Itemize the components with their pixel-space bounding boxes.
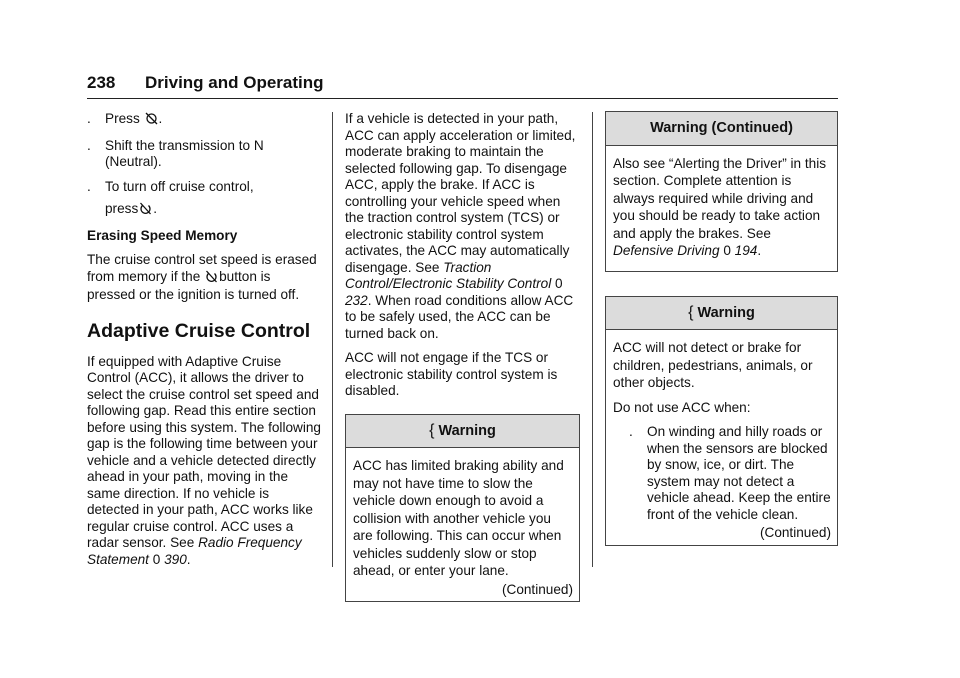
warning-header [346,415,579,449]
page-header [87,70,838,99]
list-item [87,138,322,171]
list-item [87,179,322,220]
bullet-marker: . [87,137,91,153]
paragraph-text: . When road conditions allow ACC to be safely used, the ACC can be turned back on. [345,292,574,341]
continued-label: (Continued) [501,581,573,597]
section-heading: Adaptive Cruise Control [87,319,311,342]
warning-text: ACC will not detect or brake for children, pedestrians, animals, or other objects. [613,340,813,390]
continued-label: (Continued) [759,525,831,540]
paragraph [87,354,322,569]
page-ref-arrow: 0 [723,243,731,258]
bullet-text-end: . [158,111,163,126]
warning-title: Warning [438,422,496,439]
subheading: Erasing Speed Memory [87,227,238,243]
column-divider [332,112,333,567]
paragraph-text: button is pressed or the ignition is turned off. [87,268,300,302]
warning-body [606,146,837,271]
page-ref-arrow: 0 [152,551,161,567]
cruise-power-icon [205,270,218,288]
paragraph [345,111,580,342]
warning-header: Warning (Continued) [606,112,837,146]
paragraph-text: . [186,551,191,567]
bullet-text: Shift the transmission to N (Neutral). [105,137,264,169]
list-item [87,111,322,130]
warning-text: Do not use ACC when: [613,399,751,415]
page-ref-number[interactable]: 390 [164,551,187,567]
bullet-marker: . [87,178,91,194]
page-ref-number[interactable]: 194 [734,243,758,258]
column-right [605,111,838,556]
warning-text-part: Also see “Alerting the Driver” in this section. Complete attention is always required while driving and you should be ready to take action and apply the brakes. See [613,155,827,241]
column-divider [592,112,593,567]
bullet-text: press [105,201,139,216]
paragraph: ACC will not engage if the TCS or electronic stability control system is disabled. [345,350,558,398]
paragraph-text: If equipped with Adaptive Cruise Control (ACC), it allows the driver to select the cruise control set speed and following gap. Read this entire section before using this system. The following gap is the following time between your vehicle and a vehicle detected directly ahead in your path, moving in the same direction. If no vehicle is detected in your path, ACC works like regular cruise control. ACC uses a radar sensor. See [87,353,321,550]
paragraph-text: If a vehicle is detected in your path, ACC can apply acceleration or limited, moderate braking to maintain the selected following gap. To disengage ACC, apply the brake. If ACC is controlling your vehicle speed when the traction control system (TCS) or electronic stability control system activates, the ACC may automatically disengage. See [345,111,576,275]
cruise-power-icon [139,202,152,220]
warning-title: Warning [697,304,755,321]
column-middle [345,111,580,612]
bullet-text: To turn off cruise control, [105,178,254,194]
warning-header [606,297,837,331]
bullet-marker: . [87,111,91,126]
column-left [87,111,322,576]
page-ref-arrow: 0 [555,276,563,291]
warning-icon: { [688,303,694,321]
cruise-cancel-icon [145,112,158,130]
cross-reference-link[interactable]: Traction Control/Electronic Stability Control [345,259,552,291]
warning-text-part: . [757,243,762,258]
warning-box [605,296,838,546]
warning-box-continued [605,111,838,272]
warning-body [346,448,579,601]
bullet-text: Press [105,111,144,126]
warning-icon: { [429,421,435,439]
paragraph-text: The cruise control set speed is erased from memory if the [87,252,317,284]
paragraph [87,252,322,304]
warning-text [613,155,831,260]
warning-body [606,330,837,545]
cross-reference-link[interactable]: Radio Frequency Statement [87,535,302,567]
cross-reference-link[interactable]: Defensive Driving [613,243,720,258]
bullet-text-end: . [153,201,158,216]
section-title: Driving and Operating [145,73,324,92]
warning-text: ACC has limited braking ability and may not have time to slow the vehicle down enough to avoid a collision with another vehicle you are following. This can occur when vehicles suddenly slow or stop ahead, or enter your lane. [353,458,564,578]
bullet-text: On winding and hilly roads or when the sensors are blocked by snow, ice, or dirt. The system may not detect a vehicle ahead. Keep the entire front of the vehicle clean. [647,424,831,522]
list-item [629,424,831,523]
warning-box [345,414,580,603]
bullet-marker: . [629,424,633,439]
page-ref-number[interactable]: 232 [345,292,368,308]
page-number: 238 [87,73,116,92]
